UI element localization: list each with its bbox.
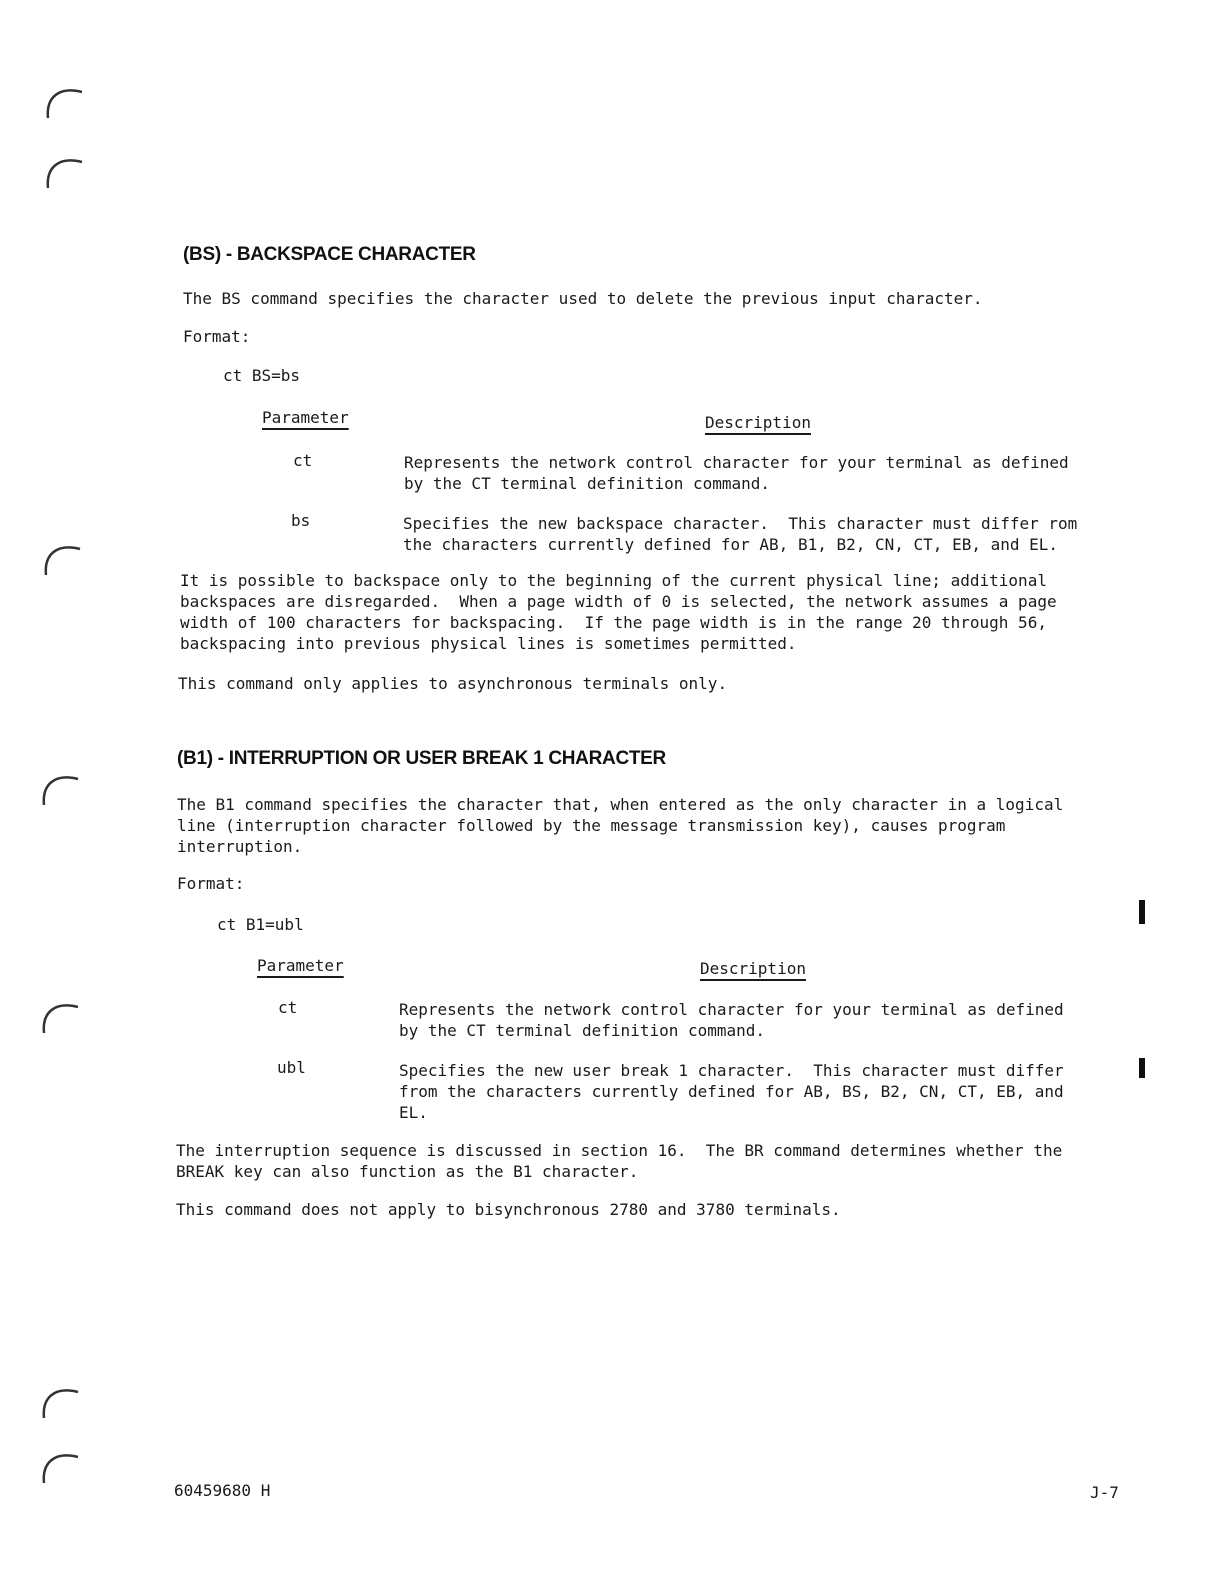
parameter-name: ubl (277, 1058, 306, 1077)
parameter-description: Represents the network control character for your terminal as defined by the CT terminal definition command. (404, 453, 1069, 493)
body-paragraph: The interruption sequence is discussed in section 16. The BR command determines whether the BREAK key can also function as the B1 character. (176, 1141, 1063, 1181)
section-intro: The B1 command specifies the character that, when entered as the only character in a logical line (interruption character followed by the message transmission key), causes program interruption. (177, 795, 1064, 856)
format-label: Format: (177, 874, 245, 893)
body-paragraph: This command only applies to asynchronous terminals only. (178, 674, 728, 693)
parameter-name: bs (291, 511, 311, 530)
parameter-description: Specifies the new user break 1 character. This character must differ from the characters currently defined for AB, BS, B2, CN, CT, EB, and EL. (399, 1061, 1064, 1122)
binder-hole-icon (36, 1378, 82, 1424)
binder-hole-icon (40, 78, 86, 124)
format-syntax: ct BS=bs (223, 366, 301, 385)
parameter-description: Specifies the new backspace character. This character must differ rom the characters currently defined for AB, B1, B2, CN, CT, EB, and EL. (403, 514, 1078, 554)
binder-hole-icon (36, 993, 82, 1039)
description-column-header: Description (700, 959, 806, 978)
parameter-description: Represents the network control character for your terminal as defined by the CT terminal definition command. (399, 1000, 1064, 1040)
binder-hole-icon (40, 148, 86, 194)
body-paragraph: This command does not apply to bisynchronous 2780 and 3780 terminals. (176, 1200, 841, 1219)
parameter-name: ct (278, 998, 298, 1017)
format-label: Format: (183, 327, 251, 346)
binder-hole-icon (38, 535, 84, 581)
body-paragraph: It is possible to backspace only to the beginning of the current physical line; additional backspaces are disregarded. When a page width of 0 is selected, the network assumes a page width of 100 characters for backspacing. If the page width is in the range 20 through 56, backspacing into previous physical lines is sometimes permitted. (180, 571, 1057, 653)
parameter-name: ct (293, 451, 313, 470)
document-number: 60459680 H (174, 1481, 271, 1500)
section-intro: The BS command specifies the character used to delete the previous input character. (183, 289, 983, 308)
description-column-header: Description (705, 413, 811, 432)
format-syntax: ct B1=ubl (217, 915, 304, 934)
section-heading-b1: (B1) - INTERRUPTION OR USER BREAK 1 CHARACTER (177, 748, 666, 769)
section-heading-bs: (BS) - BACKSPACE CHARACTER (183, 244, 476, 265)
parameter-column-header: Parameter (262, 408, 349, 427)
parameter-column-header: Parameter (257, 956, 344, 975)
binder-hole-icon (36, 1443, 82, 1489)
page-number: J-7 (1090, 1483, 1119, 1502)
binder-hole-icon (36, 765, 82, 811)
change-bar (1139, 1058, 1145, 1078)
change-bar (1139, 900, 1145, 924)
